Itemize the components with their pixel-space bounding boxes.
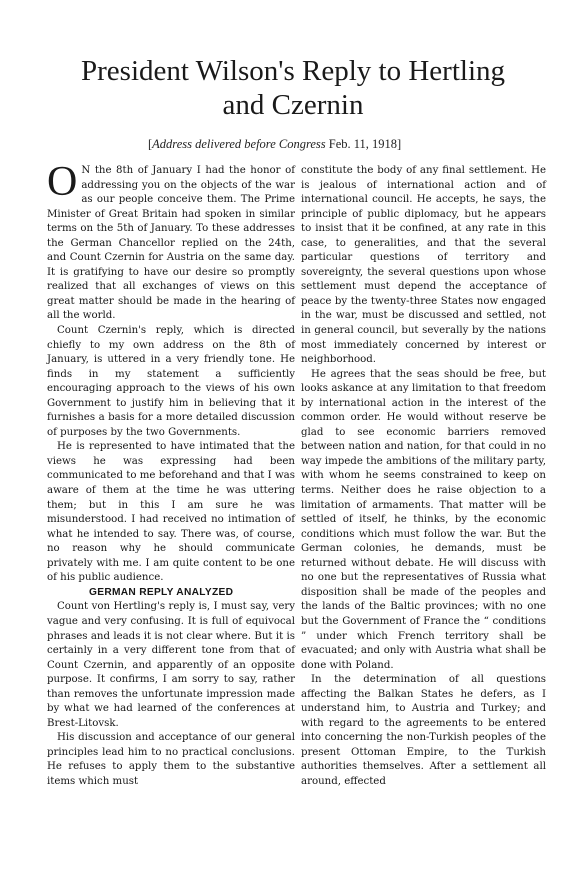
subtitle-bracket: [: [148, 137, 153, 151]
paragraph: Count Czernin's reply, which is directed chiefly to my own address on the 8th of January, is uttered in a very friendly tone. He finds in my statement a sufficiently encouraging approach to the views of his own Government to justify him in believing that it furnishes a basis for a more detailed discussion of purposes by the two Governments.: [47, 325, 295, 438]
article-title-line-1: President Wilson's Reply to Hertling: [81, 55, 505, 87]
article-subtitle: [148, 137, 401, 152]
paragraph-continued: constitute the body of any final settlement. He is jealous of international action and of international council. He accepts, he says, the principle of public diplomacy, but he appears to insist that it be confined, at any rate in this case, to generalities, and that the several particular questions of territory and sovereignty, the several questions upon whose settlement must depend the acceptance of peace by the twenty-three States now engaged in the war, must be discussed and settled, not in general council, but severally by the nations most immediately concerned by interest or neighborhood.: [301, 165, 546, 366]
paragraph: His discussion and acceptance of our general principles lead him to no practical conclusions. He refuses to apply them to the substantive items which must: [47, 732, 295, 787]
left-column: [47, 159, 295, 790]
subtitle-text: Address delivered before Congress: [152, 137, 326, 151]
drop-cap: O: [47, 159, 78, 205]
right-column: [301, 164, 546, 790]
section-heading: GERMAN REPLY ANALYZED: [89, 586, 234, 598]
opening-paragraph-text: N the 8th of January I had the honor of addressing you on the objects of the war as our people conceive them. The Prime Minister of Great Britain had spoken in similar terms on the 5th of January. To these addresses the German Chancellor replied on the 24th, and Count Czernin for Austria on the same day. It is gratifying to have our desire so promptly realized that all exchanges of views on this great matter should be made in the hearing of all the world.: [47, 165, 295, 322]
opening-paragraph: [47, 159, 295, 324]
article-title-line-2: and Czernin: [222, 89, 364, 121]
paragraph: Count von Hertling's reply is, I must say, very vague and very confusing. It is full of equivocal phrases and leads it is not clear where. But it is certainly in a very different tone from that of Count Czernin, and apparently of an opposite purpose. It confirms, I am sorry to say, rather than removes the unfortunate impression made by what we had learned of the conferences at Brest-Litovsk.: [47, 601, 295, 729]
paragraph: He is represented to have intimated that the views he was expressing had been communicated to me beforehand and that I was aware of them at the time he was uttering them; but in this I am sure he was misunderstood. I had received no intimation of what he intended to say. There was, of course, no reason why he should communicate privately with me. I am quite content to be one of his public audience.: [47, 441, 295, 584]
paragraph: In the determination of all questions affecting the Balkan States he defers, as I understand him, to Austria and Turkey; and with regard to the agreements to be entered into concerning the non-Turkish peoples of the present Ottoman Empire, to the Turkish authorities themselves. After a settlement all around, effected: [301, 674, 546, 787]
subtitle-date: Feb. 11, 1918]: [328, 137, 402, 151]
paragraph: He agrees that the seas should be free, but looks askance at any limitation to that freedom by international action in the interest of the common order. He would without reserve be glad to see economic barriers removed between nation and nation, for that could in no way impede the ambitions of the military party, with whom he seems constrained to keep on terms. Neither does he raise objection to a limitation of armaments. That matter will be settled of itself, he thinks, by the economic conditions which must follow the war. But the German colonies, he demands, must be returned without debate. He will discuss with no one but the representatives of Russia what disposition shall be made of the peoples and the lands of the Baltic provinces; with no one but the Government of France the “ conditions ” under which French territory shall be evacuated; and only with Austria what shall be done with Poland.: [301, 368, 546, 671]
